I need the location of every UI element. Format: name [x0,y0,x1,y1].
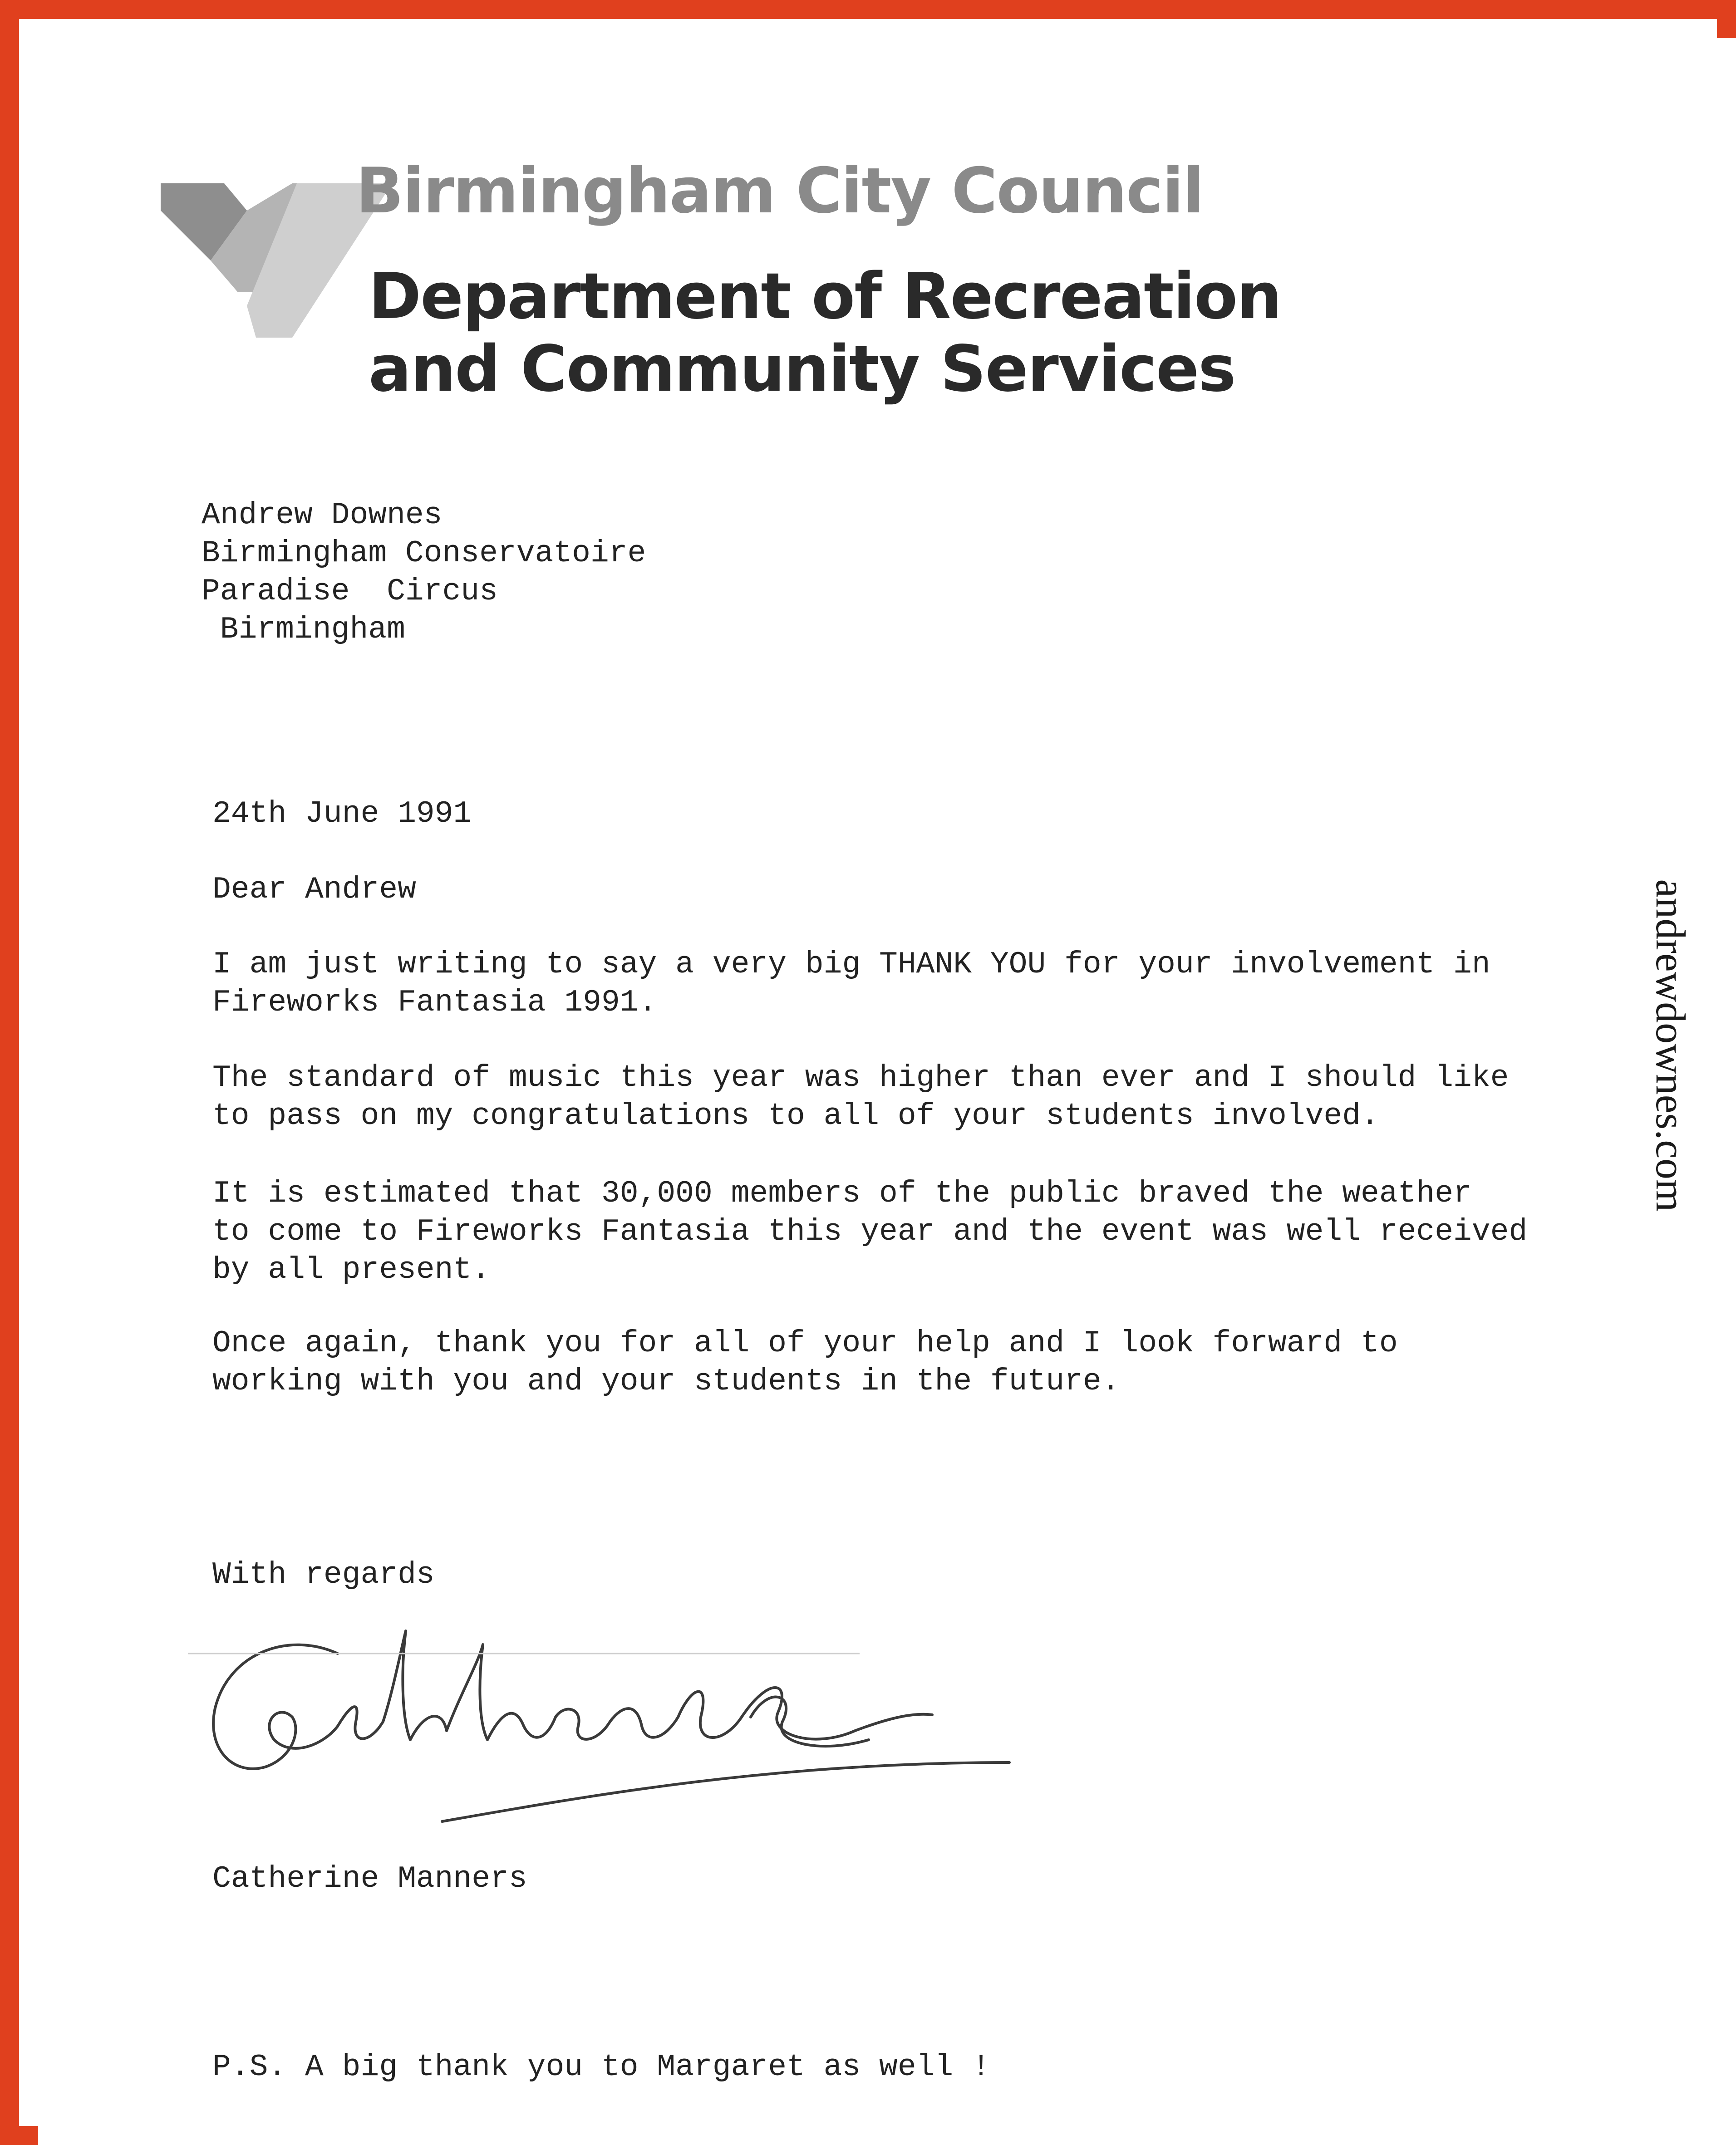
recipient-address: Andrew Downes Birmingham Conservatoire Paradise Circus Birmingham [202,498,646,647]
closing: With regards [212,1557,435,1592]
department-title-line-2: and Community Services [369,332,1235,406]
letter-page [38,38,1736,2145]
handwritten-signature [188,1613,1141,1849]
letter-date: 24th June 1991 [212,796,472,831]
body-paragraph: Once again, thank you for all of your help and I look forward to working with you and your students in the future. [212,1326,1398,1399]
postscript: P.S. A big thank you to Margaret as well ! [212,2050,990,2085]
body-paragraph: The standard of music this year was higher than ever and I should like to pass on my congratulations to all of your students involved. [212,1060,1509,1134]
body-paragraph: It is estimated that 30,000 members of the public braved the weather to come to Fireworks Fantasia this year and the event was well received by all present. [212,1176,1528,1287]
department-title-line-1: Department of Recreation [369,260,1281,334]
sender-name: Catherine Manners [212,1861,527,1896]
council-name: Birmingham City Council [356,154,1204,227]
salutation: Dear Andrew [212,872,416,907]
body-paragraph: I am just writing to say a very big THANK YOU for your involvement in Fireworks Fantasia 1991. [212,947,1490,1020]
site-watermark: andrewdownes.com [1647,879,1694,1212]
